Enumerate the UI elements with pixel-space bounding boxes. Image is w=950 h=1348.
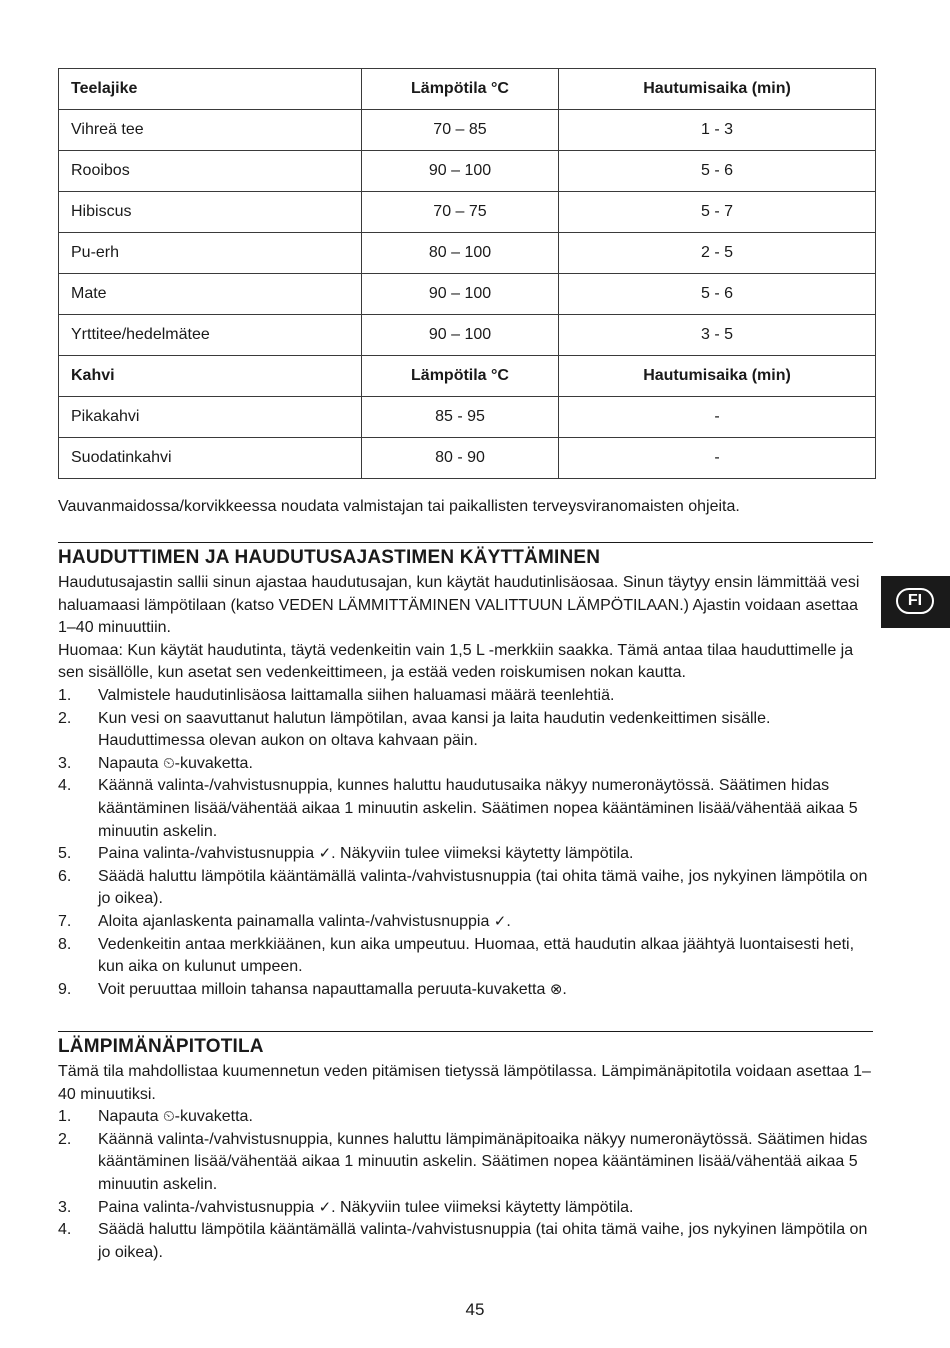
- list-item: [58, 775, 873, 843]
- step-text: Säädä haluttu lämpötila kääntämällä valinta-/vahvistusnuppia (tai ohita tämä vaihe, jos nykyinen lämpötila on jo oikea).: [98, 1221, 868, 1261]
- table-cell-time: 5 - 7: [559, 192, 876, 233]
- list-item: [58, 753, 873, 776]
- list-item: [58, 708, 873, 753]
- table-cell-type: Mate: [59, 274, 362, 315]
- table-cell-type: Vihreä tee: [59, 110, 362, 151]
- brewing-table: [58, 68, 876, 479]
- table-cell-temperature: 90 – 100: [362, 274, 559, 315]
- table-cell-temperature: Lämpötila °C: [362, 69, 559, 110]
- paragraph: Huomaa: Kun käytät haudutinta, täytä vedenkeitin vain 1,5 L -merkkiin saakka. Tämä antaa tilaa hauduttimelle ja sen sisällölle, kun asetat sen vedenkeittimeen, ja estää veden roiskumisen nokan kautta.: [58, 641, 854, 682]
- list-item: [58, 1106, 873, 1129]
- table-row: [59, 192, 876, 233]
- step-number: 4.: [58, 1221, 72, 1239]
- section-divider: [58, 1031, 873, 1032]
- step-text: -kuvaketta.: [174, 754, 253, 772]
- table-cell-temperature: Lämpötila °C: [362, 356, 559, 397]
- list-item: [58, 911, 873, 934]
- keep-warm-section: [58, 1031, 873, 1264]
- table-cell-temperature: 90 – 100: [362, 151, 559, 192]
- table-cell-type: Yrttitee/hedelmätee: [59, 315, 362, 356]
- table-cell-temperature: 70 – 75: [362, 192, 559, 233]
- step-number: 1.: [58, 686, 72, 704]
- list-item: [58, 934, 873, 979]
- table-row: [59, 274, 876, 315]
- cancel-icon: ⊗: [549, 980, 563, 998]
- table-row: [59, 151, 876, 192]
- infant-formula-note: Vauvanmaidossa/korvikkeessa noudata valmistajan tai paikallisten terveysviranomaisten ohjeita.: [58, 498, 740, 515]
- step-number: 7.: [58, 912, 72, 930]
- table-cell-type: Suodatinkahvi: [59, 438, 362, 479]
- check-icon: ✓: [318, 845, 332, 863]
- step-text: Valmistele haudutinlisäosa laittamalla siihen haluamasi määrä teenlehtiä.: [98, 686, 615, 704]
- table-cell-time: 3 - 5: [559, 315, 876, 356]
- section-title: LÄMPIMÄNÄPITOTILA: [58, 1036, 264, 1057]
- table-header-row: [59, 356, 876, 397]
- table-cell-temperature: 80 – 100: [362, 233, 559, 274]
- table-row: [59, 397, 876, 438]
- paragraph: Haudutusajastin sallii sinun ajastaa haudutusajan, kun käytät haudutinlisäosaa. Sinun täytyy ensin lämmittää vesi haluamaasi lämpötilaan (katso VEDEN LÄMMITTÄMINEN VALITTUUN LÄMPÖTILAAN.) Ajastin voidaan asettaa 1–40 minuuttiin.: [58, 574, 860, 637]
- step-text: Kun vesi on saavuttanut halutun lämpötilan, avaa kansi ja laita haudutin vedenkeittimen sisälle. Hauduttimessa olevan aukon on oltava kahvaan päin.: [98, 709, 771, 750]
- step-text: Napauta: [98, 754, 163, 772]
- step-number: 1.: [58, 1108, 72, 1126]
- table-header-row: [59, 69, 876, 110]
- section-intro: [58, 572, 873, 685]
- steps-list: [58, 685, 873, 1001]
- section-divider: [58, 542, 873, 543]
- page-number: 45: [465, 1300, 485, 1319]
- infuser-section: [58, 542, 873, 1001]
- table-cell-time: Hautumisaika (min): [559, 356, 876, 397]
- list-item: [58, 1219, 873, 1264]
- timer-icon: ⏲: [162, 754, 175, 772]
- section-intro: [58, 1061, 873, 1106]
- step-number: 4.: [58, 777, 72, 795]
- step-number: 3.: [58, 1198, 72, 1216]
- step-text: Voit peruuttaa milloin tahansa napauttamalla peruuta-kuvaketta: [98, 980, 550, 998]
- language-tab: [881, 576, 950, 628]
- table-cell-type: Kahvi: [59, 356, 362, 397]
- list-item: [58, 685, 873, 708]
- step-number: 3.: [58, 754, 72, 772]
- step-number: 6.: [58, 867, 72, 885]
- step-text: Paina valinta-/vahvistusnuppia: [98, 1198, 319, 1216]
- table-cell-temperature: 70 – 85: [362, 110, 559, 151]
- list-item: [58, 843, 873, 866]
- paragraph: Tämä tila mahdollistaa kuumennetun veden pitämisen tietyssä lämpötilassa. Lämpimänäpitotila voidaan asettaa 1–40 minuutiksi.: [58, 1063, 871, 1103]
- table-row: [59, 110, 876, 151]
- step-number: 2.: [58, 709, 72, 727]
- step-number: 8.: [58, 935, 72, 953]
- step-number: 5.: [58, 845, 72, 863]
- check-icon: ✓: [318, 1198, 332, 1216]
- timer-icon: ⏲: [162, 1108, 175, 1126]
- table-cell-temperature: 80 - 90: [362, 438, 559, 479]
- step-text: .: [506, 912, 511, 930]
- table-cell-type: Teelajike: [59, 69, 362, 110]
- table-cell-time: 2 - 5: [559, 233, 876, 274]
- step-text: .: [562, 980, 567, 998]
- table-cell-type: Hibiscus: [59, 192, 362, 233]
- step-text: Vedenkeitin antaa merkkiäänen, kun aika umpeutuu. Huomaa, että haudutin alkaa jäähtyä luontaisesti heti, kun aika on kulunut umpeen.: [98, 935, 855, 976]
- step-number: 2.: [58, 1130, 72, 1148]
- step-text: . Näkyviin tulee viimeksi käytetty lämpötila.: [331, 1198, 634, 1216]
- table-cell-time: -: [559, 438, 876, 479]
- step-text: Käännä valinta-/vahvistusnuppia, kunnes haluttu lämpimänäpitoaika näkyy numeronäytössä. Säätimen hidas kääntäminen lisää/vähentää aikaa 1 minuutin askelin. Säätimen nopea kääntäminen lisää/vähentää aikaa 5 minuutin askelin.: [98, 1130, 868, 1193]
- table-cell-time: Hautumisaika (min): [559, 69, 876, 110]
- language-label: FI: [896, 588, 934, 614]
- table-cell-time: -: [559, 397, 876, 438]
- check-icon: ✓: [493, 912, 507, 930]
- table-cell-type: Rooibos: [59, 151, 362, 192]
- section-title: HAUDUTTIMEN JA HAUDUTUSAJASTIMEN KÄYTTÄMINEN: [58, 547, 601, 568]
- table-cell-temperature: 85 - 95: [362, 397, 559, 438]
- table-cell-time: 5 - 6: [559, 151, 876, 192]
- step-text: Aloita ajanlaskenta painamalla valinta-/vahvistusnuppia: [98, 912, 494, 930]
- steps-list: [58, 1106, 873, 1264]
- step-text: -kuvaketta.: [174, 1108, 253, 1126]
- table-cell-type: Pu-erh: [59, 233, 362, 274]
- step-text: Napauta: [98, 1108, 163, 1126]
- table-cell-temperature: 90 – 100: [362, 315, 559, 356]
- list-item: [58, 979, 873, 1002]
- list-item: [58, 1129, 873, 1197]
- table-cell-type: Pikakahvi: [59, 397, 362, 438]
- step-text: Käännä valinta-/vahvistusnuppia, kunnes haluttu haudutusaika näkyy numeronäytössä. Säätimen hidas kääntäminen lisää/vähentää aikaa 1 minuutin askelin. Säätimen nopea kääntäminen lisää/vähentää aikaa 5 minuutin askelin.: [98, 777, 858, 840]
- table-row: [59, 315, 876, 356]
- list-item: [58, 866, 873, 911]
- step-text: Säädä haluttu lämpötila kääntämällä valinta-/vahvistusnuppia (tai ohita tämä vaihe, jos nykyinen lämpötila on jo oikea).: [98, 867, 868, 908]
- step-text: . Näkyviin tulee viimeksi käytetty lämpötila.: [331, 845, 634, 863]
- step-number: 9.: [58, 980, 72, 998]
- table-row: [59, 438, 876, 479]
- list-item: [58, 1197, 873, 1220]
- step-text: Paina valinta-/vahvistusnuppia: [98, 845, 319, 863]
- table-cell-time: 1 - 3: [559, 110, 876, 151]
- table-cell-time: 5 - 6: [559, 274, 876, 315]
- table-row: [59, 233, 876, 274]
